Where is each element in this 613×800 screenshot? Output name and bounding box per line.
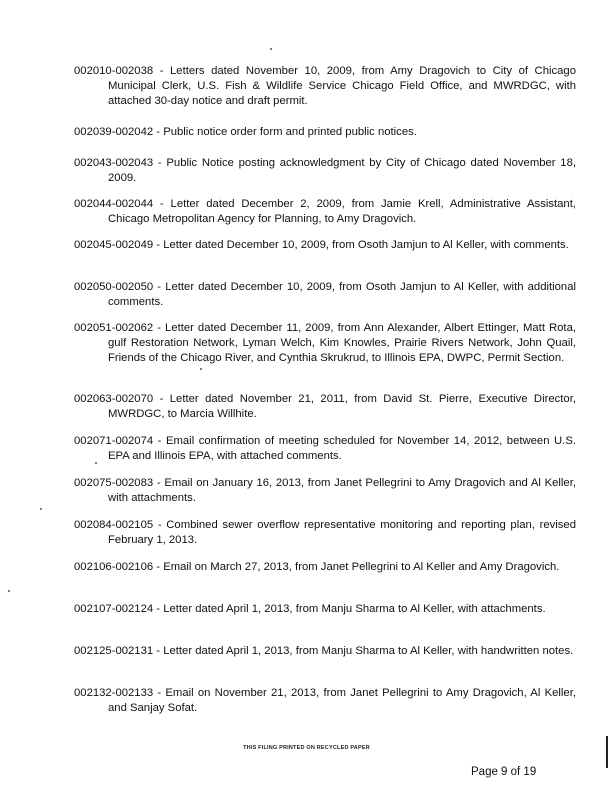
scan-edge-mark: [606, 736, 608, 768]
record-entry: 002125-002131 - Letter dated April 1, 2013, from Manju Sharma to Al Keller, with handwritten notes.: [74, 645, 574, 657]
record-entry: 002039-002042 - Public notice order form and printed public notices.: [74, 126, 417, 138]
record-entry: 002106-002106 - Email on March 27, 2013, from Janet Pellegrini to Al Keller and Amy Dragovich.: [74, 561, 560, 573]
record-entry: 002051-002062 - Letter dated December 11, 2009, from Ann Alexander, Albert Ettinger, Matt Rota, gulf Restoration Network, Lyman Welch, Kim Knowles, Prairie Rivers Network, John Quail, Friends of the Chicago River, and Cynthia Skrukrud, to Illinois EPA, DWPC, Permit Section.: [74, 322, 576, 364]
record-entry: 002071-002074 - Email confirmation of meeting scheduled for November 14, 2012, between U.S. EPA and Illinois EPA, with attached comments.: [74, 435, 576, 462]
scan-speck: [95, 462, 97, 464]
record-entry: 002132-002133 - Email on November 21, 2013, from Janet Pellegrini to Amy Dragovich, Al Keller, and Sanjay Sofat.: [74, 687, 576, 714]
record-entry: 002050-002050 - Letter dated December 10, 2009, from Osoth Jamjun to Al Keller, with additional comments.: [74, 281, 576, 308]
record-entry: 002043-002043 - Public Notice posting acknowledgment by City of Chicago dated November 18, 2009.: [74, 157, 576, 184]
record-entry: 002063-002070 - Letter dated November 21, 2011, from David St. Pierre, Executive Director, MWRDGC, to Marcia Willhite.: [74, 393, 576, 420]
scan-speck: [200, 368, 202, 370]
recycled-paper-note: THIS FILING PRINTED ON RECYCLED PAPER: [243, 745, 370, 751]
record-entry: 002075-002083 - Email on January 16, 2013, from Janet Pellegrini to Amy Dragovich and Al Keller, with attachments.: [74, 477, 576, 504]
page-number: Page 9 of 19: [471, 766, 537, 778]
record-entry: 002107-002124 - Letter dated April 1, 2013, from Manju Sharma to Al Keller, with attachments.: [74, 603, 546, 615]
record-entry: 002045-002049 - Letter dated December 10, 2009, from Osoth Jamjun to Al Keller, with comments.: [74, 239, 569, 251]
record-entry: 002010-002038 - Letters dated November 10, 2009, from Amy Dragovich to City of Chicago Municipal Clerk, U.S. Fish & Wildlife Service Chicago Field Office, and MWRDGC, with attached 30-day notice and draft permit.: [74, 65, 576, 107]
scan-speck: [40, 508, 42, 510]
scan-speck: [270, 48, 272, 50]
scan-speck: [8, 590, 10, 592]
record-entry: 002084-002105 - Combined sewer overflow representative monitoring and reporting plan, revised February 1, 2013.: [74, 519, 576, 546]
record-entry: 002044-002044 - Letter dated December 2, 2009, from Jamie Krell, Administrative Assistant, Chicago Metropolitan Agency for Planning, to Amy Dragovich.: [74, 198, 576, 225]
